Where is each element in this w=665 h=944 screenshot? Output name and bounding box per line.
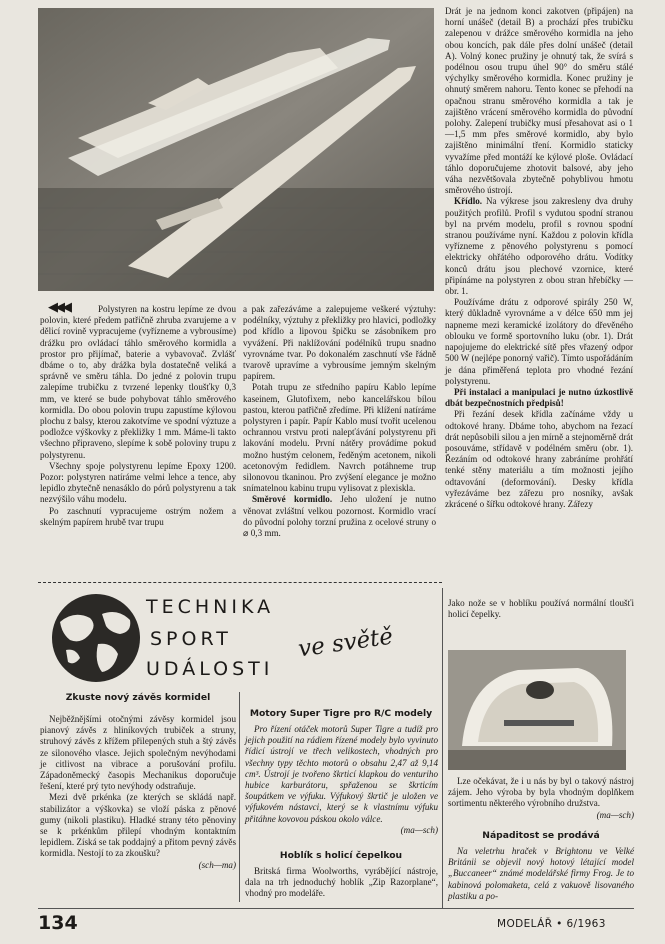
article-napaditost	[448, 846, 634, 902]
arrow-marker-icon: ◀◀◀	[48, 300, 69, 315]
banner-word-sport: SPORT	[150, 628, 232, 650]
paragraph: Směrové kormidlo. Jeho uložení je nutno věnovat zvláštní velkou pozornost. Kormidlo vrací do původní polohy torzní pružina z ocelové struny o ⌀ 0,3 mm.	[243, 494, 437, 539]
paragraph: Polystyren na kostru lepíme ze dvou polovin, které předem patřičně zhruba zvarujeme a v dělicí rovině vypracujeme (vyřízneme a vybrousíme) drážku pro ovládací táhlo směrového kormidla a prostor pro přijímač, baterie a vybavovač. Zvlášť dbáme o to, aby drážka byla dostatečně veliká a správně ve směru táhla. Do jedné z polovin trupu zalepíme trubičku z tvrzené lepenky tloušťky 0,3 mm, ve které se bude pohybovat táhlo směrového kormidla. Do obou polovin trupu zapustíme kýlovou plochu z balsy, kterou zakotvíme ve spodní výztuze a podložce výškovky z překližky 1 mm. Máme-li takto všechno připraveno, slepíme k sobě poloviny trupu z polystyrenu.	[40, 304, 236, 460]
caption-signature: (ma—sch)	[596, 809, 634, 820]
column-right-top	[445, 6, 633, 510]
page-number: 134	[38, 912, 78, 934]
paragraph: Potah trupu ze středního papíru Kablo lepíme kaseinem, Glutofixem, nebo kancelářskou bílou pastou, kterou patřičně zředíme. Při klížení natíráme polystyren i papír. Papír Kablo musí tvořit ucelenou ochrannou vrstvu proti nalepťávání polystyrenu při lakování modelu. První nátěry provádíme pokud možno hustým celonem, ředěným acetonem, nikoli acetonovým ředidlem. Navrch potáhneme trup silonovou tkaninou. Pro zvýšení elegance je možno snímatelnou kabinu trupu vylisovat z plexiskla.	[243, 382, 436, 494]
paragraph: Britská firma Woolworths, vyrábějící nástroje, dala na trh jednoduchý hoblík „Zip Razorplane“, vhodný pro modeláře.	[245, 866, 438, 899]
paragraph: Jako nože se v hoblíku používá normální tloušťi holicí čepelky.	[448, 598, 634, 620]
banner-script: ve světě	[296, 623, 395, 663]
article-title-zaves: Zkuste nový závěs kormidel	[65, 692, 211, 703]
magazine-issue: MODELÁŘ • 6/1963	[497, 918, 606, 930]
paragraph: Při řezání desek křídla začínáme vždy u odtokové hrany. Dbáme toho, abychom na řezací drát nepůsobili silou a jen mírně a stejnoměrně drát posouváme, střídavě v podélném směru (obr. 1). Řezáním od odtokové hrany zabráníme prohřátí tenké stěny materiálu a tím možnosti jejího odtavování (deformování). Desky křídla vyřezáváme bez zářezu pro nosníky, avšak zkrácené o šířku odtokové hrany. Zářezy	[445, 409, 633, 509]
paragraph: Drát je na jednom konci zakotven (připájen) na horní unášeč (detail B) a prochází přes trubičku zalepenou v drážce směrového kormidla na jeho obou koncích, pak dále přes dolní unášeč (detail A). Volný konec pružiny je ohnutý tak, že svírá s podélnou osou trupu úhel 90° do směru stálé výchylky směrového kormidla. Konec pružiny je ohnutý směrem nahoru. Tento konec se přehodí na opačnou stranu směrového kormidla a tak je zajištěno vrácení směrového kormidla do původní polohy. Zalepení trubičky musí přesahovat asi o 1—1,5 mm přes směrové kormidlo, aby bylo zajištěno minimální tření. Kormidlo staticky vyvažíme před montáží ke kýlové ploše. Ovládací táhlo doporučujeme zhotovit balsové, aby jeho váha nezvětšovala zbytečně pohyblivou hmotu směrového ústrojí.	[445, 6, 633, 196]
plane-tool-graphic	[448, 650, 626, 770]
footer-rule	[38, 908, 634, 909]
hoblik-continuation	[448, 598, 634, 620]
column-mid-center	[243, 304, 436, 539]
article-hoblik	[245, 866, 438, 900]
photo-caption	[448, 776, 634, 821]
glider-photo-graphic	[38, 8, 434, 291]
plane-tool-photo	[448, 650, 626, 770]
globe-icon	[40, 592, 152, 684]
article-title-hoblik: Hoblík s holicí čepelkou	[279, 850, 403, 861]
banner-word-udalosti: UDÁLOSTI	[146, 658, 274, 680]
column-rule	[239, 692, 240, 902]
column-mid-left	[40, 304, 236, 528]
paragraph: Nejběžnějšími otočnými závěsy kormidel jsou pianový závěs z hliníkových trubiček a struny, struhový závěs z křížem přilepených stuh a štý závěs ze silonového vlasce. Jejich společným nevýhodami je citlivost na vibrace a porušování profilu. Západoněmecký časopis Mechanikus doporučuje řešení, které prý tyto nevýhody odstraňuje.	[40, 714, 236, 792]
paragraph: Všechny spoje polystyrenu lepíme Epoxy 1200. Pozor: polystyren natíráme velmi lehce a tence, aby lepidlo zbytečně nenasáklo do pórů polystyrenu a tak nezvýšilo váhu modelu.	[40, 460, 236, 505]
article-signature: (ma—sch)	[400, 824, 438, 835]
paragraph: Po zaschnutí vypracujeme ostrým nožem a skelným papírem hrubě tvar trupu	[40, 505, 236, 527]
article-zaves	[40, 714, 236, 871]
paragraph: Na veletrhu hraček v Brightonu ve Velké Británii se objevil nový hotový létající model „Buccaneer“ známé modelářské firmy Frog. Je to kabinová polomaketa, celá z vakuově lisovaného plastiku a po-	[448, 846, 634, 901]
banner-word-technika: TECHNIKA	[146, 596, 275, 618]
paragraph: a pak zařezáváme a zalepujeme veškeré výztuhy: podélníky, výztuhy z překližky pro hlavici, podložky pod křídlo a lipovou špičku se zásobníkem pro vyvážení. Při naklížování podélníků trupu snadno vyrovnáme tvar. Po dokonalém zaschnutí vše řádně tvarově upravíme a vybrousíme jemným skelným papírem.	[243, 304, 436, 382]
article-signature: (sch—ma)	[198, 859, 236, 870]
section-banner	[38, 588, 442, 686]
paragraph: Pro řízení otáček motorů Super Tigre a tudíž pro jejich použití na rádiem řízené modely bylo vyvinuto řídicí ústrojí ve třech velikostech, vhodných pro všechny typy těchto motorů o obsahu 2,47 až 9,14 cm³. Ústrojí je tvořeno škrticí klapkou do venturiho hubice karburátoru, spřaženou se škrticím šoupátkem ve výfuku. Výfukový škrtič je uložen ve výfukovém nástavci, který se k vlastnímu výfuku přitáhne kovovou páskou okolo válce.	[245, 724, 438, 824]
column-rule	[442, 588, 443, 908]
paragraph: Křídlo. Na výkrese jsou zakresleny dva druhy použitých profilů. Profil s vydutou spodní stranou byl na prvém modelu, profil s rovnou spodní stranou používáme nyní. Každou z polovin křídla vyřízneme z pěnového polystyrenu s pomocí elektricky ohřátého odporového drátu. Vodítky konců drátu jsou plechové vzornice, které připínáme na polystyren z obou stran hřebíčky — obr. 1.	[445, 196, 633, 297]
glider-photo	[38, 8, 434, 291]
article-super-tigre	[245, 724, 438, 836]
section-divider	[38, 582, 442, 583]
article-title-napaditost: Nápaditost se prodává	[482, 830, 600, 841]
paragraph: Při instalaci a manipulaci je nutno úzkostlivě dbát bezpečnostních předpisů!	[445, 386, 633, 409]
article-title-super-tigre: Motory Super Tigre pro R/C modely	[249, 708, 433, 719]
paragraph: Lze očekávat, že i u nás by byl o takový nástroj zájem. Jeho výroba by byla vhodným doplňkem sortimentu některého výrobního družstva.	[448, 776, 634, 809]
paragraph: Používáme drátu z odporové spirály 250 W, který důkladně vyrovnáme a v délce 650 mm jej napneme mezi keramické izolátory do dřevěného oblouku ve formě sportovního luku (obr. 1). Drát napojujeme do elektrické sítě přes vřazený odpor 500 W (nejlépe ponorný vařič). Tímto uspořádáním je dána přiměřená teplota pro vhodné řezání polystyrenu.	[445, 297, 633, 386]
paragraph: Mezi dvě prkénka (ze kterých se skládá např. stabilizátor a výškovka) se vloží páska z pěnové gumy (nikoli plastiku). Hladké strany této pěnoviny se k prkénkům přilepí vhodným kontaktním lepidlem. Získá se tak poddajný a přitom pevný závěs kormidla. Nestojí to za zkoušku?	[40, 792, 236, 859]
